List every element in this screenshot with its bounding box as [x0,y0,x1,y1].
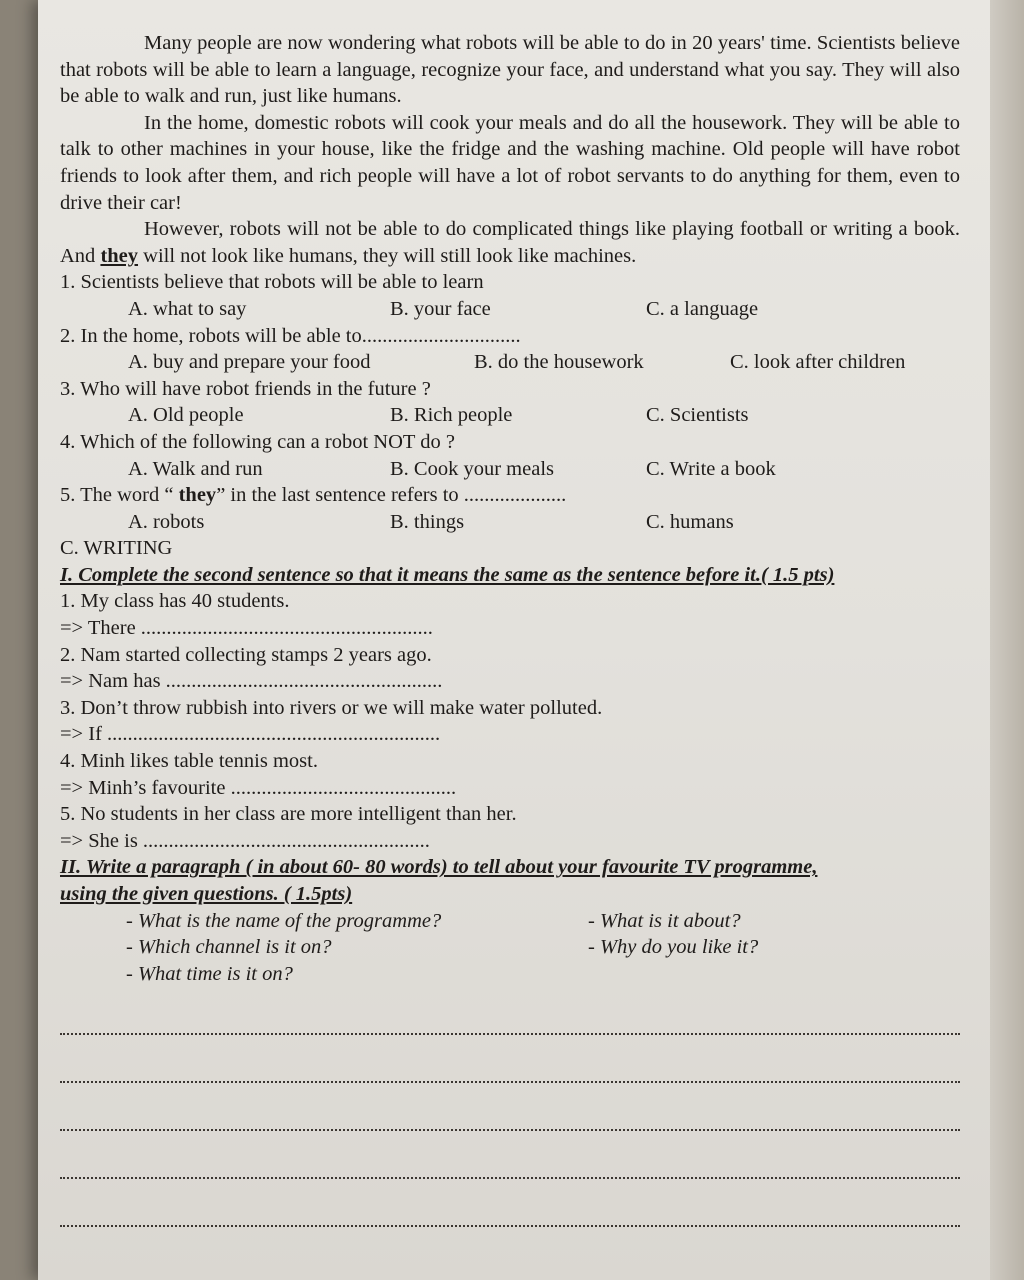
question-5 [60,482,960,509]
reading-paragraph-1: Many people are now wondering what robots will be able to do in 20 years' time. Scientists believe that robots will be able to learn a language, recognize your face, and understand what you say. They will also be able to walk and run, just like humans. [60,32,960,108]
rewrite-answer-5[interactable]: => She is ........................................................ [60,829,430,852]
guide-question: - Why do you like it? [588,936,759,959]
rewrite-sentence-4: 4. Minh likes table tennis most. [60,750,318,773]
question-4-options [60,456,960,483]
option-a[interactable]: A. Old people [128,404,244,427]
question-3: 3. Who will have robot friends in the future ? [60,377,431,400]
writing-part-1-instruction: I. Complete the second sentence so that it means the same as the sentence before it.( 1.5 pts) [60,563,835,586]
underlined-word-they: they [100,244,139,267]
question-5-end: ” in the last sentence refers to .................... [216,484,567,507]
question-2-options [60,349,960,376]
writing-part-2-instruction-line-1: II. Write a paragraph ( in about 60- 80 words) to tell about your favourite TV programme, [60,856,818,879]
worksheet-content [60,30,960,1227]
answer-line[interactable] [60,987,960,1035]
question-5-options [60,509,960,536]
question-3-options [60,402,960,429]
reading-paragraph-3-end: will not look like humans, they will still look like machines. [138,244,637,267]
rewrite-sentence-5: 5. No students in her class are more intelligent than her. [60,803,517,826]
option-a[interactable]: A. robots [128,510,205,533]
option-c[interactable]: C. a language [646,297,759,320]
question-4: 4. Which of the following can a robot NOT do ? [60,430,455,453]
question-5-word: they [178,484,217,507]
option-a[interactable]: A. what to say [128,297,247,320]
rewrite-sentence-1: 1. My class has 40 students. [60,590,290,613]
rewrite-answer-4[interactable]: => Minh’s favourite ............................................ [60,776,457,799]
guide-row-2 [60,934,960,961]
option-b[interactable]: B. Rich people [390,404,513,427]
guide-question: - Which channel is it on? [126,936,332,959]
answer-line[interactable] [60,1179,960,1227]
option-b[interactable]: B. things [390,510,465,533]
rewrite-answer-1[interactable]: => There ......................................................... [60,617,433,640]
rewrite-sentence-2: 2. Nam started collecting stamps 2 years ago. [60,643,432,666]
option-c[interactable]: C. humans [646,510,734,533]
answer-line[interactable] [60,1131,960,1179]
guide-question: - What is it about? [588,909,741,932]
page-edge-shadow [990,0,1024,1280]
guide-question: - What is the name of the programme? [126,909,442,932]
rewrite-answer-2[interactable]: => Nam has ...................................................... [60,670,443,693]
option-b[interactable]: B. your face [390,297,491,320]
option-a[interactable]: A. Walk and run [128,457,263,480]
answer-line[interactable] [60,1035,960,1083]
option-b[interactable]: B. Cook your meals [390,457,554,480]
reading-paragraph-3 [60,216,960,269]
rewrite-answer-3[interactable]: => If ................................................................. [60,723,441,746]
guide-question: - What time is it on? [126,962,293,985]
reading-paragraph-2: In the home, domestic robots will cook your meals and do all the housework. They will be able to talk to other machines in your house, like the fridge and the washing machine. Old people will have robot friends to look after them, and rich people will have a lot of robot servants to do anything for them, even to drive their car! [60,111,960,214]
option-b[interactable]: B. do the housework [474,351,644,374]
question-1-options [60,296,960,323]
question-1: 1. Scientists believe that robots will be able to learn [60,271,484,294]
guide-row-3 [60,961,960,988]
rewrite-sentence-3: 3. Don’t throw rubbish into rivers or we will make water polluted. [60,696,603,719]
writing-section-title: C. WRITING [60,537,173,560]
worksheet-page [38,0,1024,1280]
option-c[interactable]: C. Scientists [646,404,749,427]
question-5-start: 5. The word “ [60,484,179,507]
option-c[interactable]: C. look after children [730,351,906,374]
question-2: 2. In the home, robots will be able to............................... [60,324,521,347]
answer-line[interactable] [60,1083,960,1131]
guide-row-1 [60,908,960,935]
option-c[interactable]: C. Write a book [646,457,776,480]
reading-paragraph-3-start: However, robots will not be able to do complicated things like playing football or writing a book. And [60,218,960,267]
option-a[interactable]: A. buy and prepare your food [128,351,371,374]
writing-part-2-instruction-line-2: using the given questions. ( 1.5pts) [60,883,353,905]
